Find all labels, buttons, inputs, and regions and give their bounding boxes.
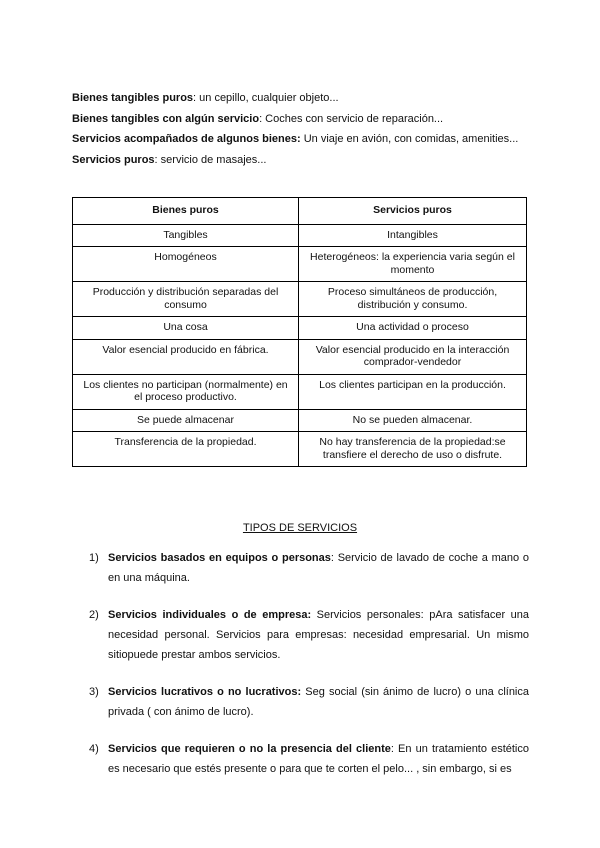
cell-bienes: Tangibles [73, 224, 299, 247]
list-term: Servicios lucrativos o no lucrativos: [108, 686, 302, 698]
definition-line [72, 150, 542, 171]
cell-bienes: Valor esencial producido en fábrica. [73, 339, 299, 374]
tipos-list [89, 548, 529, 796]
cell-bienes: Una cosa [73, 317, 299, 340]
list-text: Seg social (sin ánimo de lucro) o una clínica privada ( con ánimo de lucro). [108, 686, 529, 718]
table-row [73, 339, 527, 374]
table-row [73, 374, 527, 409]
cell-servicios: Heterogéneos: la experiencia varia según el momento [299, 247, 527, 282]
table-row [73, 224, 527, 247]
list-number: 4) [89, 743, 99, 755]
list-text: En un tratamiento estético es necesario que estés presente o para que te corten el pelo... , sin embargo, si es [108, 743, 529, 775]
table-body [73, 224, 527, 467]
definition-term: Bienes tangibles con algún servicio [72, 112, 260, 125]
cell-servicios: Los clientes participan en la producción. [299, 374, 527, 409]
table-header-row [73, 198, 527, 225]
list-number: 3) [89, 686, 99, 698]
cell-servicios: No hay transferencia de la propiedad:se transfiere el derecho de uso o disfrute. [299, 432, 527, 467]
definition-line [72, 109, 542, 130]
list-text: Servicio de lavado de coche a mano o en una máquina. [108, 552, 529, 584]
cell-servicios: No se pueden almacenar. [299, 409, 527, 432]
column-header-bienes: Bienes puros [73, 198, 299, 225]
cell-servicios: Valor esencial producido en la interacción comprador-vendedor [299, 339, 527, 374]
list-term: Servicios individuales o de empresa: [108, 609, 312, 621]
table-row [73, 317, 527, 340]
definitions-block [72, 88, 542, 170]
definition-text: servicio de masajes... [157, 153, 267, 166]
definition-line [72, 88, 542, 109]
definition-separator: : [259, 112, 263, 125]
definition-text: un cepillo, cualquier objeto... [196, 92, 339, 104]
definition-text: Coches con servicio de reparación... [262, 112, 444, 125]
list-text: Servicios personales: pAra satisfacer una necesidad personal. Servicios para empresas: necesidad empresarial. Un mismo sitiopuede prestar ambos servicios. [108, 609, 530, 661]
cell-bienes: Los clientes no participan (normalmente) en el proceso productivo. [73, 374, 299, 409]
definition-separator: : [154, 153, 158, 166]
cell-bienes: Homogéneos [73, 247, 299, 282]
section-title: TIPOS DE SERVICIOS [242, 522, 358, 534]
cell-bienes: Producción y distribución separadas del consumo [73, 282, 299, 317]
table-row [73, 432, 527, 467]
cell-servicios: Intangibles [299, 224, 527, 247]
table-row [73, 282, 527, 317]
list-number: 1) [89, 552, 99, 564]
cell-bienes: Transferencia de la propiedad. [73, 432, 299, 467]
definition-text: Un viaje en avión, con comidas, amenities... [300, 133, 519, 145]
cell-servicios: Una actividad o proceso [299, 317, 527, 340]
cell-bienes: Se puede almacenar [73, 409, 299, 432]
list-term: Servicios que requieren o no la presencia del cliente [108, 743, 391, 755]
column-header-servicios: Servicios puros [299, 198, 527, 225]
list-item [89, 682, 529, 722]
list-item [89, 605, 529, 665]
list-term: Servicios basados en equipos o personas [108, 552, 331, 564]
definition-term: Bienes tangibles puros [72, 92, 194, 104]
list-item [89, 739, 529, 779]
cell-servicios: Proceso simultáneos de producción, distribución y consumo. [299, 282, 527, 317]
definition-term: Servicios puros [72, 153, 155, 166]
list-number: 2) [89, 609, 99, 621]
table-row [73, 409, 527, 432]
list-separator: : [390, 743, 394, 755]
list-separator: : [330, 552, 334, 564]
definition-line [72, 129, 542, 150]
definition-term: Servicios acompañados de algunos bienes: [72, 133, 301, 145]
table-row [73, 247, 527, 282]
list-item [89, 548, 529, 588]
definition-separator: : [193, 92, 197, 104]
comparison-table [72, 197, 527, 467]
